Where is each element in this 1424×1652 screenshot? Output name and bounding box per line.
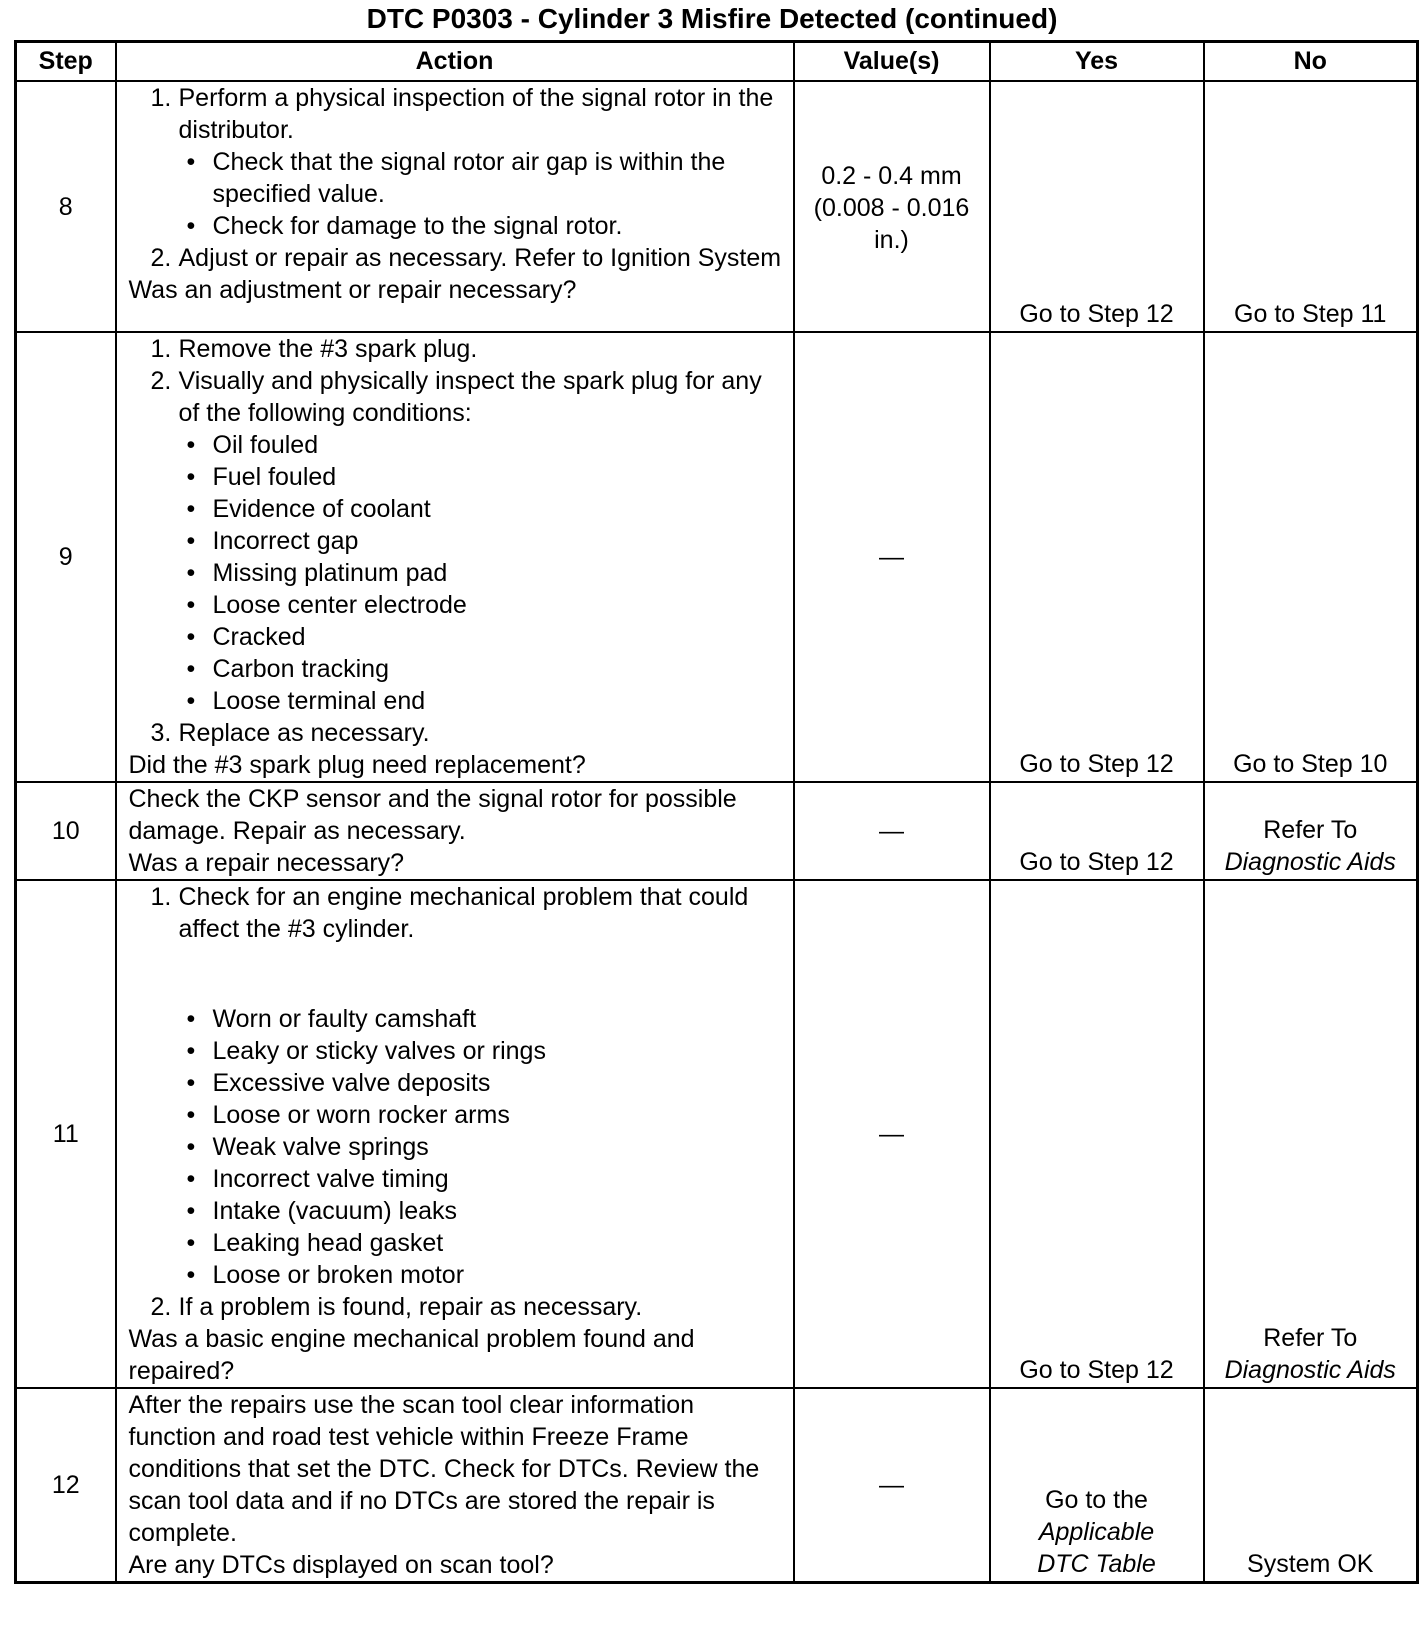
- yes-cell: Go to Step 12: [990, 81, 1204, 332]
- yes-cell: Go to Step 12: [990, 880, 1204, 1388]
- bullet-icon: •: [186, 1261, 196, 1289]
- header-yes: Yes: [990, 42, 1204, 82]
- value-cell: —: [794, 1388, 990, 1583]
- page-title: DTC P0303 - Cylinder 3 Misfire Detected (continued): [366, 3, 1058, 34]
- action-bullet: • Loose or broken motor: [186, 1261, 465, 1289]
- action-cell: [116, 332, 794, 782]
- no-cell: Refer To Diagnostic Aids: [1204, 782, 1418, 880]
- action-bullet: • Check that the signal rotor air gap is within the specified value.: [186, 148, 726, 208]
- action-bullet: • Carbon tracking: [186, 655, 389, 683]
- action-bullet: • Leaky or sticky valves or rings: [186, 1037, 546, 1065]
- action-bullet: • Oil fouled: [186, 431, 319, 459]
- action-bullet: • Loose or worn rocker arms: [186, 1101, 510, 1129]
- step-number: 8: [16, 81, 116, 332]
- bullet-icon: •: [186, 463, 196, 491]
- bullet-icon: •: [186, 1197, 196, 1225]
- step-number: 12: [16, 1388, 116, 1583]
- action-bullet: • Evidence of coolant: [186, 495, 431, 523]
- action-cell: [116, 81, 794, 332]
- table-row: [16, 782, 1418, 880]
- value-cell: —: [794, 782, 990, 880]
- action-item: 3. Replace as necessary.: [150, 719, 430, 747]
- action-bullet: • Cracked: [186, 623, 306, 651]
- value-cell: —: [794, 880, 990, 1388]
- step-number: 9: [16, 332, 116, 782]
- header-row: [16, 42, 1418, 82]
- action-question: Are any DTCs displayed on scan tool?: [128, 1551, 554, 1579]
- action-question: Was a basic engine mechanical problem found and repaired?: [128, 1325, 695, 1385]
- action-bullet: • Incorrect valve timing: [186, 1165, 449, 1193]
- action-item: 1. Remove the #3 spark plug.: [150, 335, 478, 363]
- bullet-icon: •: [186, 148, 196, 176]
- value-cell: —: [794, 332, 990, 782]
- action-bullet: • Weak valve springs: [186, 1133, 429, 1161]
- no-cell: Refer To Diagnostic Aids: [1204, 880, 1418, 1388]
- bullet-icon: •: [186, 212, 196, 240]
- bullet-icon: •: [186, 623, 196, 651]
- blank-gap: [129, 945, 785, 1003]
- action-bullet: • Loose terminal end: [186, 687, 426, 715]
- bullet-icon: •: [186, 655, 196, 683]
- step-number: 10: [16, 782, 116, 880]
- bullet-icon: •: [186, 559, 196, 587]
- bullet-icon: •: [186, 1069, 196, 1097]
- bullet-icon: •: [186, 1165, 196, 1193]
- action-question: Did the #3 spark plug need replacement?: [128, 751, 586, 779]
- table-row: [16, 1388, 1418, 1583]
- action-item: 1. Check for an engine mechanical problem that could affect the #3 cylinder.: [150, 883, 749, 943]
- action-bullet: • Worn or faulty camshaft: [186, 1005, 477, 1033]
- action-question: Was an adjustment or repair necessary?: [128, 276, 577, 304]
- bullet-icon: •: [186, 431, 196, 459]
- table-row: [16, 880, 1418, 1388]
- action-bullet: • Intake (vacuum) leaks: [186, 1197, 458, 1225]
- action-cell: [116, 782, 794, 880]
- bullet-icon: •: [186, 527, 196, 555]
- action-bullet: • Leaking head gasket: [186, 1229, 444, 1257]
- action-bullet: • Fuel fouled: [186, 463, 337, 491]
- action-cell: [116, 880, 794, 1388]
- diagnostic-table: [14, 40, 1419, 1584]
- header-step: Step: [16, 42, 116, 82]
- bullet-icon: •: [186, 1005, 196, 1033]
- no-cell: System OK: [1204, 1388, 1418, 1583]
- action-bullet: • Loose center electrode: [186, 591, 467, 619]
- action-item: 2. Adjust or repair as necessary. Refer to Ignition System: [150, 244, 782, 272]
- bullet-icon: •: [186, 495, 196, 523]
- action-item: 2. Visually and physically inspect the spark plug for any of the following conditions:: [150, 367, 762, 427]
- yes-cell: Go to the Applicable DTC Table: [990, 1388, 1204, 1583]
- bullet-icon: •: [186, 591, 196, 619]
- header-values: Value(s): [794, 42, 990, 82]
- table-row: [16, 81, 1418, 332]
- action-cell: [116, 1388, 794, 1583]
- bullet-icon: •: [186, 1101, 196, 1129]
- no-cell: Go to Step 10: [1204, 332, 1418, 782]
- action-question: Was a repair necessary?: [128, 849, 405, 877]
- no-cell: Go to Step 11: [1204, 81, 1418, 332]
- header-no: No: [1204, 42, 1418, 82]
- header-action: Action: [116, 42, 794, 82]
- step-number: 11: [16, 880, 116, 1388]
- action-bullet: • Missing platinum pad: [186, 559, 448, 587]
- action-text: Check the CKP sensor and the signal rotor for possible damage. Repair as necessary.: [128, 785, 737, 845]
- action-bullet: • Incorrect gap: [186, 527, 359, 555]
- bullet-icon: •: [186, 1133, 196, 1161]
- action-item: 1. Perform a physical inspection of the signal rotor in the distributor.: [150, 84, 774, 144]
- value-cell: 0.2 - 0.4 mm (0.008 - 0.016 in.): [794, 81, 990, 332]
- bullet-icon: •: [186, 1229, 196, 1257]
- yes-cell: Go to Step 12: [990, 782, 1204, 880]
- action-bullet: • Excessive valve deposits: [186, 1069, 491, 1097]
- bullet-icon: •: [186, 1037, 196, 1065]
- yes-cell: Go to Step 12: [990, 332, 1204, 782]
- bullet-icon: •: [186, 687, 196, 715]
- action-text: After the repairs use the scan tool clear information function and road test vehicle within Freeze Frame conditions that set the DTC. Check for DTCs. Review the scan tool data and if no DTCs are stored the repair is complete.: [128, 1391, 760, 1547]
- action-item: 2. If a problem is found, repair as necessary.: [150, 1293, 643, 1321]
- action-bullet: • Check for damage to the signal rotor.: [186, 212, 623, 240]
- table-row: [16, 332, 1418, 782]
